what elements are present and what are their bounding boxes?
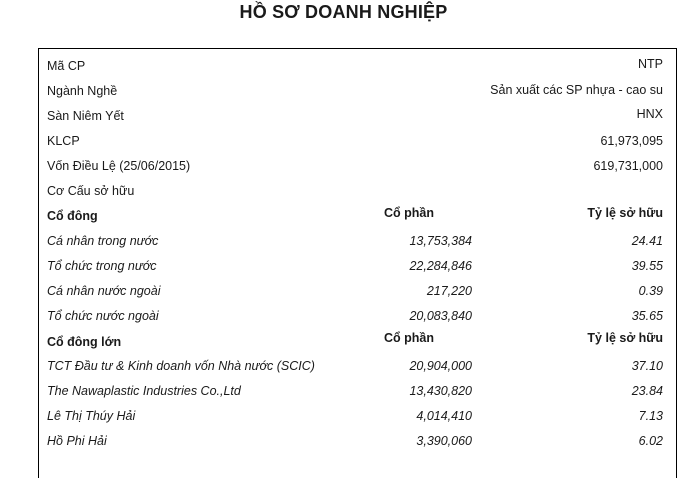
info-label: Sàn Niêm Yết	[47, 109, 124, 123]
table-row: Cá nhân trong nước 13,753,384 24.41	[47, 234, 663, 248]
ownership-structure-label: Cơ Cấu sở hữu	[47, 184, 135, 198]
info-label: Vốn Điều Lệ (25/06/2015)	[47, 159, 191, 173]
col-header-shareholder: Cổ đông	[47, 209, 98, 223]
info-row-shares-outstanding	[47, 134, 663, 159]
table-row: Tổ chức nước ngoài 20,083,840 35.65	[47, 309, 663, 323]
table-row: TCT Đầu tư & Kinh doanh vốn Nhà nước (SCIC) 20,904,000 37.10	[47, 359, 663, 373]
col-header-ownership: Tỷ lệ sở hữu	[587, 331, 663, 345]
info-label: Ngành Nghề	[47, 84, 118, 98]
table-row: Tổ chức trong nước 22,284,846 39.55	[47, 259, 663, 273]
info-row-exchange	[47, 109, 663, 134]
info-row-industry	[47, 84, 663, 109]
major-shareholders-header	[47, 331, 663, 359]
col-header-shares: Cổ phần	[384, 331, 434, 345]
info-value: Sản xuất các SP nhựa - cao su	[490, 83, 663, 97]
table-row: Cá nhân nước ngoài 217,220 0.39	[47, 284, 663, 298]
info-value: NTP	[638, 57, 663, 71]
col-header-ownership: Tỷ lệ sở hữu	[587, 206, 663, 220]
info-value: 61,973,095	[600, 134, 663, 148]
info-row-stock-code	[47, 59, 663, 84]
table-row: Hồ Phi Hải 3,390,060 6.02	[47, 434, 663, 448]
info-value: 619,731,000	[593, 159, 663, 173]
info-label: KLCP	[47, 134, 80, 148]
table-row: The Nawaplastic Industries Co.,Ltd 13,430,820 23.84	[47, 384, 663, 398]
table-row: Lê Thị Thúy Hải 4,014,410 7.13	[47, 409, 663, 423]
shareholders-header	[47, 207, 663, 232]
info-row-charter-capital	[47, 159, 663, 184]
col-header-shares: Cổ phần	[384, 206, 434, 220]
col-header-major-shareholder: Cổ đông lớn	[47, 335, 122, 349]
page-title: HỒ SƠ DOANH NGHIỆP	[239, 2, 448, 22]
info-value: HNX	[636, 107, 663, 121]
info-label: Mã CP	[47, 59, 86, 73]
